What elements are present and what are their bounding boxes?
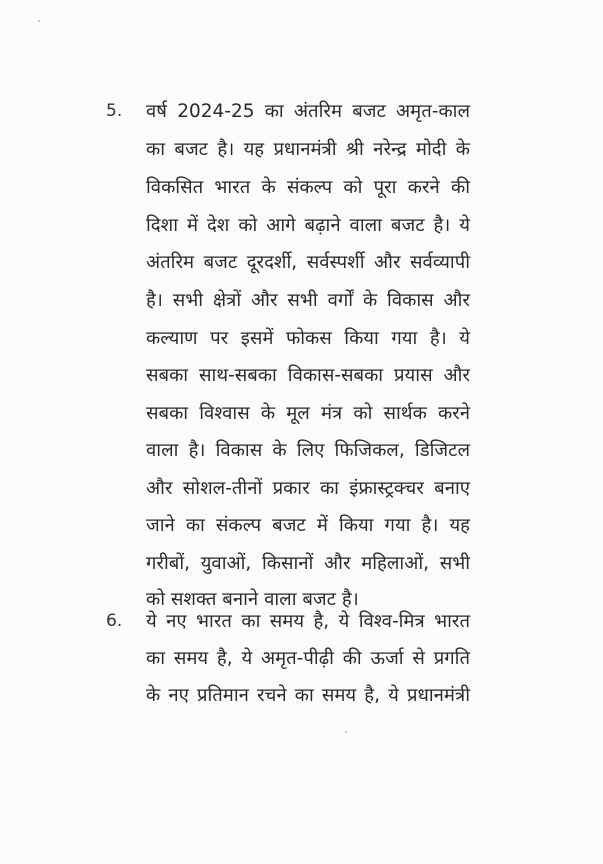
- text-line: है। सभी क्षेत्रों और सभी वर्गों के विकास और: [146, 290, 470, 311]
- text-line: विकसित भारत के संकल्प को पूरा करने की: [146, 177, 470, 198]
- text-line: के नए प्रतिमान रचने का समय है, ये प्रधानमंत्री: [146, 685, 470, 706]
- text-line: सबका विश्वास के मूल मंत्र को सार्थक करने: [146, 403, 470, 424]
- text-line: कल्याण पर इसमें फोकस किया गया है। ये: [146, 328, 470, 349]
- text-line: का समय है, ये अमृत-पीढ़ी की ऊर्जा से प्रगति: [146, 648, 470, 669]
- text-line: गरीबों, युवाओं, किसानों और महिलाओं, सभी: [146, 553, 470, 574]
- text-line: वाला है। विकास के लिए फिजिकल, डिजिटल: [146, 440, 470, 461]
- text-line: वर्ष 2024-25 का अंतरिम बजट अमृत-काल: [146, 101, 470, 122]
- text-line: जाने का संकल्प बजट में किया गया है। यह: [146, 515, 470, 536]
- text-line: को सशक्त बनाने वाला बजट है।: [146, 589, 359, 610]
- text-line: और सोशल-तीनों प्रकार का इंफ्रास्ट्रक्चर बनाए: [146, 478, 470, 499]
- text-line: अंतरिम बजट दूरदर्शी, सर्वस्पर्शी और सर्वव्यापी: [146, 252, 470, 273]
- text-line: ये नए भारत का समय है, ये विश्व-मित्र भारत: [146, 611, 470, 632]
- text-line: दिशा में देश को आगे बढ़ाने वाला बजट है। ये: [146, 215, 470, 236]
- text-line: सबका साथ-सबका विकास-सबका प्रयास और: [146, 365, 470, 386]
- scan-speck: [345, 731, 347, 733]
- text-line: का बजट है। यह प्रधानमंत्री श्री नरेन्द्र मोदी के: [146, 139, 470, 160]
- paragraph-number: 5.: [106, 101, 123, 121]
- scan-speck: [38, 20, 40, 22]
- paragraph-number: 6.: [106, 611, 123, 631]
